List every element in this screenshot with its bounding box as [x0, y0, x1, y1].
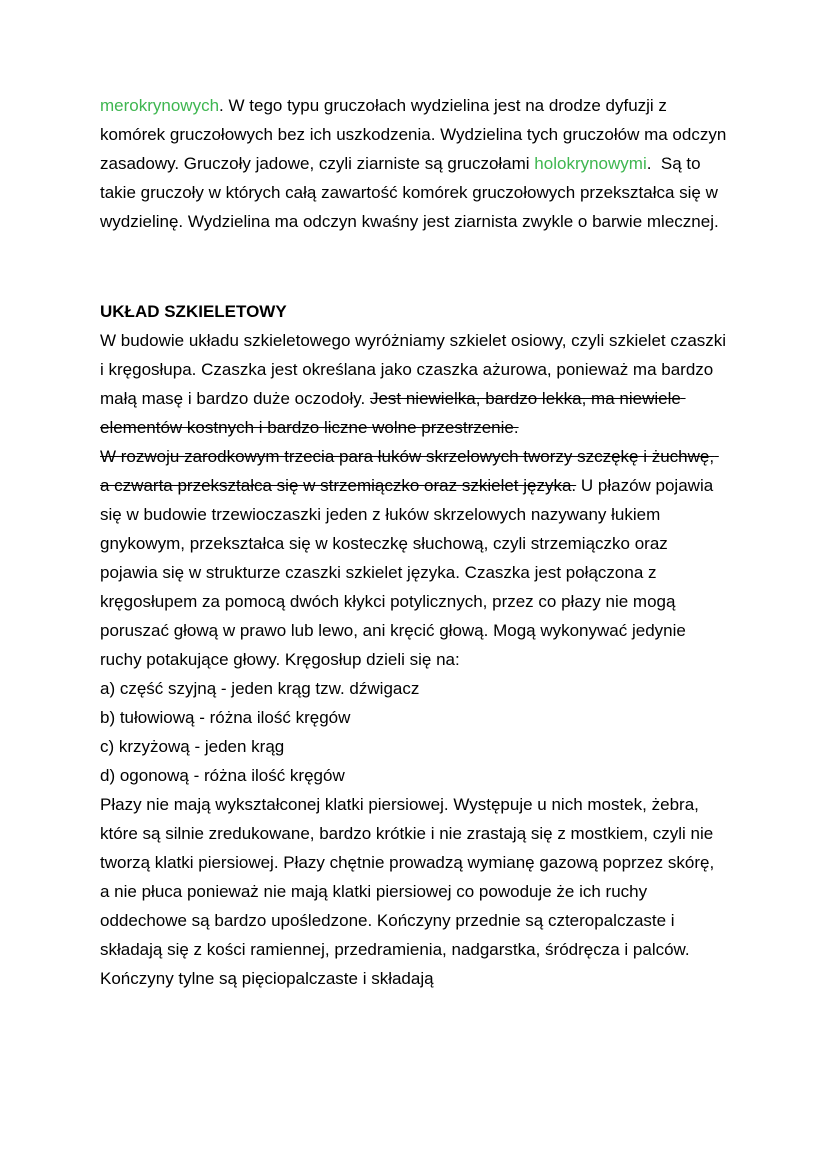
text-run: b) tułowiową - różna ilość kręgów — [100, 708, 351, 727]
text-run: . W tego typu gruczołach wydzielina jest na drodze dyfuzji z komórek gruczołowych bez ich uszkodzenia. Wydzielina tych gruczołów ma odczyn zasadowy. Gruczoły jadowe, czyli ziarniste są gruczołami — [100, 96, 732, 173]
list-item-a — [100, 674, 728, 703]
paragraph-skull — [100, 326, 731, 442]
text-run: a) część szyjną - jeden krąg tzw. dźwigacz — [100, 679, 420, 698]
paragraph-limbs — [100, 790, 728, 993]
list-item-c — [100, 732, 728, 761]
text-run-green: merokrynowych — [100, 96, 220, 115]
text-run: d) ogonową - różna ilość kręgów — [100, 766, 345, 785]
text-run: U płazów pojawia się w budowie trzewioczaszki jeden z łuków skrzelowych nazywany łukiem gnykowym, przekształca się w kosteczkę słuchową, czyli strzemiączko oraz pojawia się w strukturze czaszki szkielet języka. Czaszka jest połączona z kręgosłupem za pomocą dwóch kłykci potylicznych, przez co płazy nie mogą poruszać głową w prawo lub lewo, ani kręcić głową. Mogą wykonywać jedynie ruchy potakujące głowy. Kręgosłup dzieli się na: — [100, 476, 718, 669]
text-run-strike: W rozwoju zarodkowym trzecia para łuków skrzelowych tworzy szczękę i żuchwę, a czwarta przekształca się w strzemiączko oraz szkielet języka. — [100, 447, 719, 495]
text-run: W budowie układu szkieletowego wyróżniamy szkielet osiowy, czyli szkielet czaszki i kręgosłupa. Czaszka jest określana jako czaszka ażurowa, ponieważ ma bardzo małą masę i bardzo duże oczodoły. — [100, 331, 731, 408]
text-run-green: holokrynowymi — [534, 154, 647, 173]
text-run: Płazy nie mają wykształconej klatki piersiowej. Występuje u nich mostek, żebra, które są silnie zredukowane, bardzo krótkie i nie zrastają się z mostkiem, czyli nie tworzą klatki piersiowej. Płazy chętnie prowadzą wymianę gazową poprzez skórę, a nie płuca ponieważ nie mają klatki piersiowej co powoduje że ich ruchy oddechowe są bardzo upośledzone. Kończyny przednie są czteropalczaste i składają się z kości ramiennej, przedramienia, nadgarstka, śródręcza i palców. Kończyny tylne są pięciopalczaste i składają — [100, 795, 719, 988]
text-run-strike: Jest niewielka, bardzo lekka, ma niewiele elementów kostnych i bardzo liczne wolne przestrzenie. — [100, 389, 686, 437]
text-run-bold: UKŁAD SZKIELETOWY — [100, 302, 287, 321]
text-run: c) krzyżową - jeden krąg — [100, 737, 285, 756]
section-heading — [100, 297, 728, 326]
paragraph-spacer — [100, 236, 728, 297]
text-run: . Są to takie gruczoły w których całą zawartość komórek gruczołowych przekształca się w wydzielinę. Wydzielina ma odczyn kwaśny jest ziarnista zwykle o barwie mlecznej. — [100, 154, 723, 231]
paragraph-embryo — [100, 442, 728, 674]
list-item-b — [100, 703, 728, 732]
paragraph-glands — [100, 91, 732, 236]
list-item-d — [100, 761, 728, 790]
